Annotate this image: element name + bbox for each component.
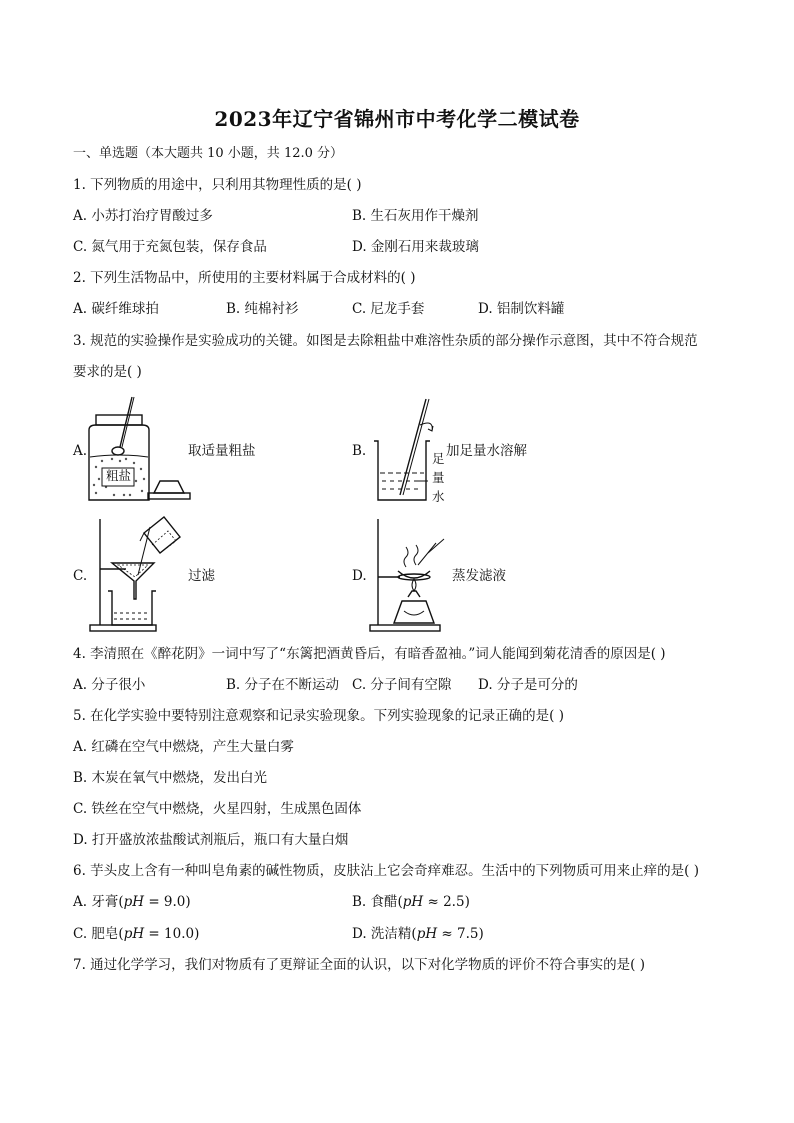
question-7-stem: 7. 通过化学学习，我们对物质有了更辩证全面的认识，以下对化学物质的评价不符合事实的是( ) <box>73 957 645 973</box>
q5-option-a: A. 红磷在空气中燃烧，产生大量白雾 <box>73 739 294 755</box>
question-6-stem: 6. 芋头皮上含有一种叫皂角素的碱性物质，皮肤沾上它会奇痒难忍。生活中的下列物质可用来止痒的是( ) <box>73 863 699 879</box>
q5-option-d: D. 打开盛放浓盐酸试剂瓶后，瓶口有大量白烟 <box>73 832 349 848</box>
q1-option-a: A. 小苏打治疗胃酸过多 <box>73 208 213 224</box>
q4-option-b: B. 分子在不断运动 <box>226 677 340 693</box>
q5-option-b: B. 木炭在氧气中燃烧，发出白光 <box>73 770 268 786</box>
q2-option-d: D. 铝制饮料罐 <box>478 301 565 317</box>
q1-option-c: C. 氮气用于充氮包装，保存食品 <box>73 239 267 255</box>
q6-option-a: A. 牙膏(pH = 9.0) <box>73 894 191 910</box>
page-title: 2023年辽宁省锦州市中考化学二模试卷 <box>214 107 580 131</box>
evaporation-illustration <box>370 515 455 640</box>
section-heading: 一、单选题（本大题共 10 小题，共 12.0 分） <box>73 146 344 161</box>
filtration-illustration <box>88 515 188 640</box>
q3-option-c-caption: 过滤 <box>188 568 215 584</box>
q4-option-d: D. 分子是可分的 <box>478 677 578 693</box>
question-4-stem: 4. 李清照在《醉花阴》一词中写了“东篱把酒黄昏后，有暗香盈袖。”词人能闻到菊花清香的原因是( ) <box>73 646 666 662</box>
q3-option-a-label: A. <box>73 443 88 459</box>
question-3-stem-line-1: 3. 规范的实验操作是实验成功的关键。如图是去除粗盐中难溶性杂质的部分操作示意图，其中不符合规范 <box>73 333 698 349</box>
q4-option-a: A. 分子很小 <box>73 677 146 693</box>
water-note-3: 水 <box>432 489 445 504</box>
q2-option-b: B. 纯棉衬衫 <box>226 301 299 317</box>
q4-option-c: C. 分子间有空隙 <box>352 677 452 693</box>
q3-option-d-caption: 蒸发滤液 <box>452 568 506 584</box>
q6-option-c: C. 肥皂(pH = 10.0) <box>73 926 200 942</box>
question-3-stem-line-2: 要求的是( ) <box>73 364 142 380</box>
q3-option-b-label: B. <box>352 443 367 459</box>
salt-jar-label: 粗盐 <box>106 468 132 483</box>
q3-option-b-caption: 加足量水溶解 <box>446 443 527 459</box>
water-note-1: 足 <box>432 451 445 466</box>
q2-option-c: C. 尼龙手套 <box>352 301 425 317</box>
water-note-2: 量 <box>432 470 445 485</box>
q3-option-a-caption: 取适量粗盐 <box>188 443 256 459</box>
q6-option-d: D. 洗洁精(pH ≈ 7.5) <box>352 926 484 942</box>
q3-option-d-label: D. <box>352 568 367 584</box>
q1-option-b: B. 生石灰用作干燥剂 <box>352 208 479 224</box>
question-2-stem: 2. 下列生活物品中，所使用的主要材料属于合成材料的( ) <box>73 270 416 286</box>
q3-option-c-label: C. <box>73 568 88 584</box>
question-5-stem: 5. 在化学实验中要特别注意观察和记录实验现象。下列实验现象的记录正确的是( ) <box>73 708 564 724</box>
question-1-stem: 1. 下列物质的用途中，只利用其物理性质的是( ) <box>73 177 362 193</box>
q6-option-b: B. 食醋(pH ≈ 2.5) <box>352 894 470 910</box>
salt-jar-spoon-illustration <box>84 395 194 505</box>
q2-option-a: A. 碳纤维球拍 <box>73 301 159 317</box>
q5-option-c: C. 铁丝在空气中燃烧，火星四射，生成黑色固体 <box>73 801 362 817</box>
q1-option-d: D. 金刚石用来裁玻璃 <box>352 239 479 255</box>
